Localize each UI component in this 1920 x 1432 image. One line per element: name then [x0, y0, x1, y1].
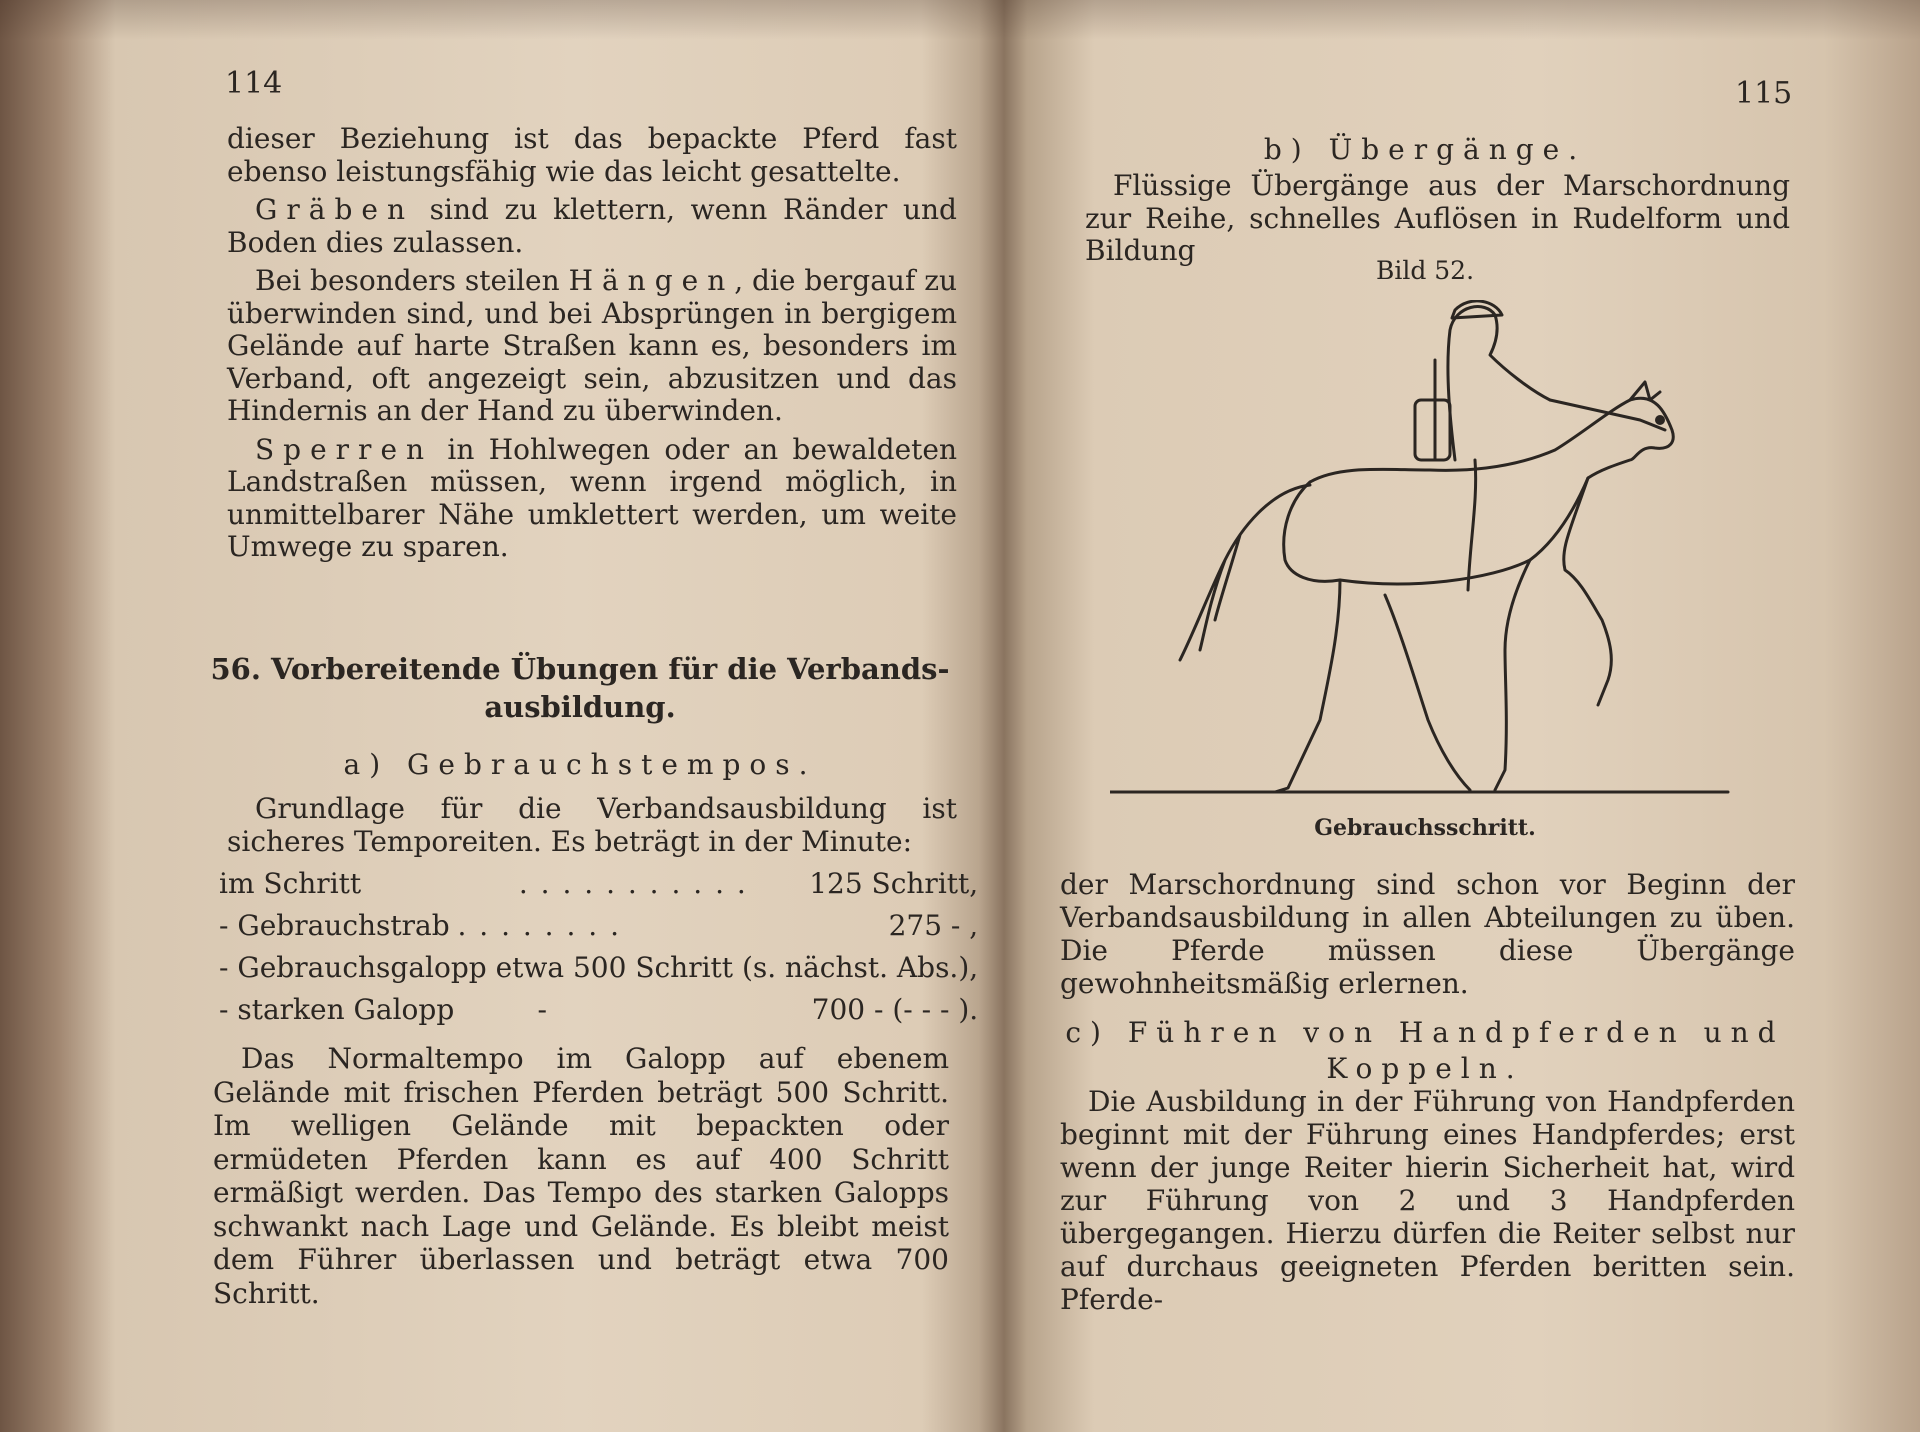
page-number-right: 115: [1735, 76, 1793, 111]
table-row: [219, 904, 978, 946]
spaced-word-sperren: Sperren: [255, 432, 434, 466]
section-heading: [205, 650, 955, 726]
tempo-dots: -: [537, 992, 547, 1026]
paragraph-haengen: [227, 265, 957, 428]
spaced-word-haengen: Hängen: [568, 264, 735, 297]
horse-hind-right-leg: [1275, 580, 1340, 792]
subheading-b: b) Übergänge.: [1263, 133, 1587, 166]
rider-saber: [1468, 460, 1476, 590]
subheading-a: a) Gebrauchstempos.: [343, 748, 817, 781]
tempo-table: [219, 862, 978, 1030]
horse-rider-illustration: [1110, 300, 1790, 800]
paragraph-haengen-text: , die bergauf zu überwinden sind, und bei Absprüngen in bergigem Gelände auf harte Straßen kann es, besonders im Verband, oft angezeigt sein, abzusitzen und das Hindernis an der Hand zu überwinden.: [227, 264, 958, 427]
paragraph-continuation: dieser Beziehung ist das bepackte Pferd fast ebenso leistungsfähig wie das leicht gesattelte.: [227, 122, 957, 188]
horse-belly: [1284, 478, 1588, 584]
figure-label: Bild 52.: [1375, 256, 1475, 285]
rider-body: [1448, 307, 1550, 460]
paragraph-graben: [227, 194, 957, 259]
tempo-value: 125 Schritt,: [809, 866, 979, 900]
saddle-bag: [1415, 400, 1450, 460]
paragraph-graben-text: sind zu klettern, wenn Ränder und Boden dies zulassen.: [227, 193, 957, 259]
section-heading-line1: 56. Vorbereitende Übungen für die Verbands-: [210, 652, 950, 686]
tempo-value: 275 - ,: [888, 908, 979, 942]
tempo-closing-paragraph: Das Normaltempo im Galopp auf ebenem Gelände mit frischen Pferden beträgt 500 Schritt. Im welligen Gelände mit bepackten oder ermüdeten Pferden kann es auf 400 Schritt ermäßigt werden. Das Tempo des starken Galopps schwankt nach Lage und Gelände. Es bleibt meist dem Führer überlassen und beträgt etwa 700 Schritt.: [213, 1042, 949, 1310]
tempo-label: - starken Galopp: [219, 992, 455, 1026]
subheading-c-line2: Koppeln.: [1326, 1052, 1524, 1085]
subheading-c-line1: c) Führen von Handpferden und: [1065, 1016, 1785, 1049]
paragraph-b: Flüssige Übergänge aus der Marschordnung zur Reihe, schnelles Auflösen in Rudelform und Bildung: [1085, 169, 1790, 267]
tempo-label: im Schritt: [219, 866, 362, 900]
horse-back-neck: [1310, 398, 1673, 482]
rider-helmet: [1452, 301, 1502, 318]
horse-eye: [1655, 415, 1665, 425]
paragraph-haengen-lead: Bei besonders steilen: [255, 264, 560, 297]
table-row: [219, 862, 978, 904]
paragraph-c: Die Ausbildung in der Führung von Handpferden beginnt mit der Führung eines Handpferdes; erst wenn der junge Reiter hierin Sicherheit hat, wird zur Führung von 2 und 3 Handpferden übergegangen. Hierzu dürfen die Reiter selbst nur auf durchaus geeigneten Pferden beritten sein. Pferde-: [1060, 1085, 1795, 1316]
horse-hind-left-leg: [1385, 595, 1470, 790]
table-row: [219, 988, 978, 1030]
tempo-dots: . . . . . . . .: [457, 908, 621, 942]
paragraph-sperren-text: in Hohlwegen oder an bewaldeten Landstraßen müssen, wenn irgend möglich, in unmittelbarer Nähe umklettert werden, um weite Umwege zu sparen.: [227, 432, 957, 563]
paragraph-b-continued: der Marschordnung sind schon vor Beginn der Verbandsausbildung in allen Abteilungen zu üben. Die Pferde müssen diese Übergänge gewohnheitsmäßig erlernen.: [1060, 868, 1795, 1000]
paragraph-sperren: [227, 434, 957, 564]
subheading-c: [1055, 1015, 1795, 1087]
tempo-intro: Grundlage für die Verbandsausbildung ist sicheres Temporeiten. Es beträgt in der Minute:: [227, 792, 957, 858]
section-heading-line2: ausbildung.: [484, 690, 676, 724]
table-row: [219, 946, 978, 988]
horse-front-left-leg: [1495, 560, 1530, 790]
figure-caption: Gebrauchsschritt.: [1314, 815, 1536, 841]
spaced-word-graben: Gräben: [255, 193, 414, 226]
tempo-label: - Gebrauchstrab: [219, 908, 450, 942]
right-page: [1055, 0, 1795, 1432]
page-number-left: 114: [225, 66, 283, 101]
left-page: [205, 0, 979, 1432]
tempo-value: 700 - (- - - ).: [811, 992, 979, 1026]
left-text-top: [227, 123, 957, 564]
tempo-label: - Gebrauchsgalopp etwa 500 Schritt (s. nächst. Abs.),: [219, 950, 979, 984]
tempo-dots: . . . . . . . . . . .: [518, 866, 748, 900]
